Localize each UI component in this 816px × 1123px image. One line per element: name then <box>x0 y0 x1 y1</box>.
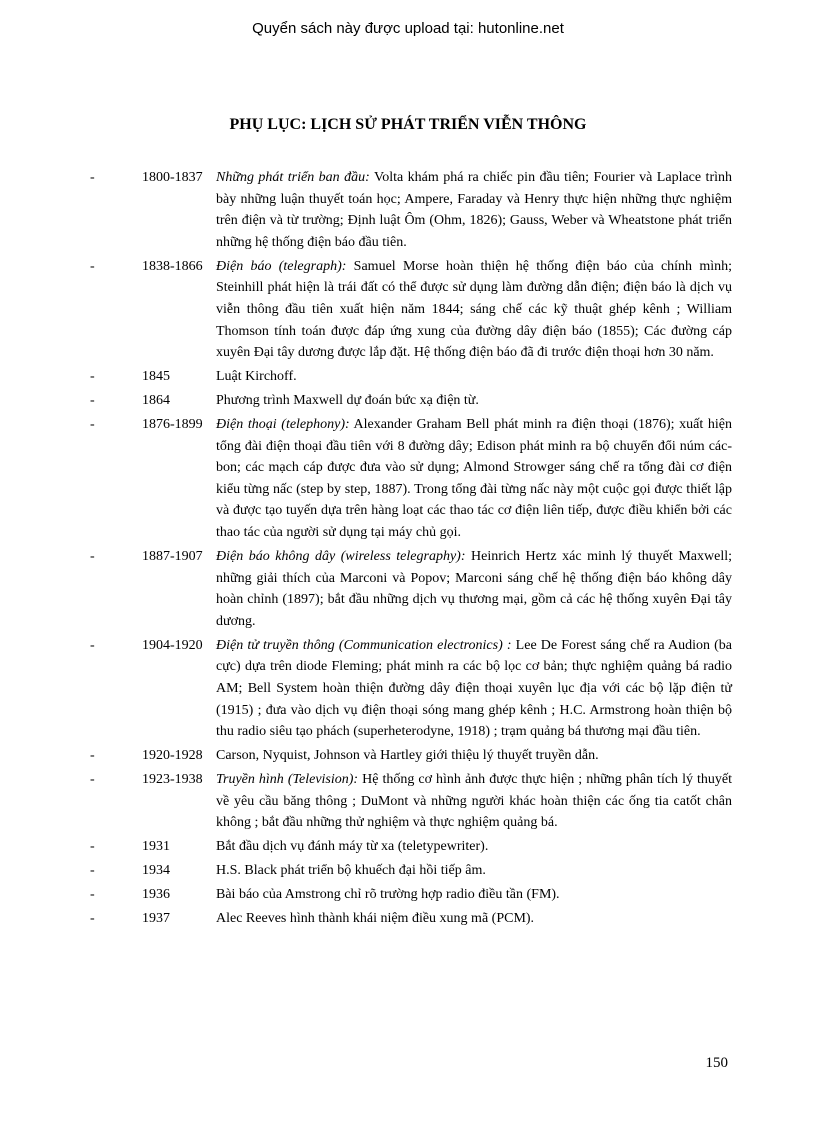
entry-body: Carson, Nyquist, Johnson và Hartley giới thiệu lý thuyết truyền dẫn. <box>216 748 599 764</box>
bullet-dash: - <box>90 258 95 274</box>
bullet-dash: - <box>90 887 95 903</box>
timeline-list <box>0 167 816 932</box>
entry-lead: Điện thoại (telephony): <box>216 417 350 433</box>
timeline-entry <box>0 635 816 743</box>
bullet-dash: - <box>90 863 95 879</box>
upload-notice: Quyển sách này được upload tại: hutonline.net <box>252 20 564 37</box>
entry-body: Heinrich Hertz xác minh lý thuyết Maxwell; những giải thích của Marconi và Popov; Marconi sáng chế hệ thống điện báo không dây hoàn chỉnh (1897); bắt đầu những dịch vụ thương mại, gồm cả các hệ thống xuyên Đại tây dương. <box>216 549 732 629</box>
entry-year: 1904-1920 <box>142 637 203 653</box>
timeline-entry <box>0 769 816 834</box>
bullet-dash: - <box>90 393 95 409</box>
entry-year: 1887-1907 <box>142 549 203 565</box>
timeline-entry <box>0 366 816 388</box>
entry-year: 1934 <box>142 863 170 879</box>
entry-text <box>216 366 732 388</box>
timeline-entry <box>0 414 816 544</box>
entry-body: H.S. Black phát triển bộ khuếch đại hồi tiếp âm. <box>216 863 486 879</box>
bullet-dash: - <box>90 911 95 927</box>
entry-year: 1936 <box>142 887 170 903</box>
entry-body: Luật Kirchoff. <box>216 369 297 385</box>
timeline-entry <box>0 908 816 930</box>
bullet-dash: - <box>90 417 95 433</box>
entry-body: Bài báo của Amstrong chỉ rõ trường hợp radio điều tần (FM). <box>216 887 560 903</box>
entry-year: 1931 <box>142 839 170 855</box>
entry-text <box>216 167 732 253</box>
bullet-dash: - <box>90 369 95 385</box>
entry-lead: Truyền hình (Television): <box>216 772 359 788</box>
entry-year: 1920-1928 <box>142 748 203 764</box>
entry-body: Lee De Forest sáng chế ra Audion (ba cực) dựa trên diode Fleming; phát minh ra các bộ lọc cơ bản; thực nghiệm quảng bá radio AM; Bell System hoàn thiện đường dây điện thoại xuyên lục địa với các bộ lặp điện tử (1915) ; đưa vào dịch vụ điện thoại sóng mang ghép kênh ; H.C. Armstrong hoàn thiện bộ thu radio siêu tạo phách (superheterodyne, 1918) ; trạm quảng bá thương mại đầu tiên. <box>216 637 733 740</box>
entry-body: Phương trình Maxwell dự đoán bức xạ điện từ. <box>216 393 479 409</box>
entry-body: Volta khám phá ra chiếc pin đầu tiên; Fourier và Laplace trình bày những luận thuyết toán học; Ampere, Faraday và Henry thực hiện những thực nghiệm trên điện và từ trường; Định luật Ôm (Ohm, 1826); Gauss, Weber và Wheatstone phát triển những hệ thống điện báo đầu tiên. <box>216 170 732 250</box>
bullet-dash: - <box>90 170 95 185</box>
entry-lead: Điện tử truyền thông (Communication electronics) : <box>216 637 512 653</box>
timeline-entry <box>0 860 816 882</box>
entry-lead: Những phát triển ban đầu: <box>216 170 370 185</box>
entry-body: Hệ thống cơ hình ảnh được thực hiện ; những phân tích lý thuyết về yêu cầu băng thông ; DuMont và những người khác hoàn thiện các ống tia catốt chân không ; bắt đầu những thử nghiệm và thực nghiệm quảng bá. <box>216 772 732 831</box>
timeline-entry <box>0 390 816 412</box>
bullet-dash: - <box>90 772 95 788</box>
entry-text <box>216 908 732 930</box>
entry-body: Samuel Morse hoàn thiện hệ thống điện báo của chính mình; Steinhill phát hiện là trái đất có thể được sử dụng làm đường dẫn điện; điện báo là dịch vụ viễn thông đầu tiên xuất hiện năm 1844; sáng chế các kỹ thuật ghép kênh ; William Thomson tính toán được đáp ứng xung của đường dây điện báo (1855); Các đường cáp xuyên Đại tây dương được lắp đặt. Hệ thống điện báo đã đi trước điện thoại hơn 30 năm. <box>216 258 733 361</box>
entry-year: 1845 <box>142 369 170 385</box>
entry-text <box>216 546 732 632</box>
entry-year: 1864 <box>142 393 170 409</box>
entry-text <box>216 414 732 544</box>
bullet-dash: - <box>90 637 95 653</box>
entry-text <box>216 256 732 364</box>
entry-year: 1876-1899 <box>142 417 203 433</box>
entry-text <box>216 745 732 767</box>
entry-lead: Điện báo (telegraph): <box>216 258 347 274</box>
timeline-entry <box>0 546 816 632</box>
entry-text <box>216 769 732 834</box>
timeline-entry <box>0 884 816 906</box>
timeline-entry <box>0 836 816 858</box>
page-number: 150 <box>705 1055 728 1071</box>
entry-body: Bắt đầu dịch vụ đánh máy từ xa (teletypewriter). <box>216 839 489 855</box>
entry-text <box>216 884 732 906</box>
timeline-entry <box>0 256 816 364</box>
bullet-dash: - <box>90 748 95 764</box>
entry-year: 1838-1866 <box>142 258 203 274</box>
entry-text <box>216 836 732 858</box>
entry-year: 1937 <box>142 911 170 927</box>
timeline-entry <box>0 745 816 767</box>
bullet-dash: - <box>90 839 95 855</box>
entry-lead: Điện báo không dây (wireless telegraphy): <box>216 549 466 565</box>
entry-year: 1800-1837 <box>142 170 203 185</box>
page-title: PHỤ LỤC: LỊCH SỬ PHÁT TRIỂN VIỄN THÔNG <box>229 116 587 133</box>
entry-body: Alexander Graham Bell phát minh ra điện thoại (1876); xuất hiện tổng đài điện thoại đầu tiên với 8 đường dây; Edison phát minh ra bộ chuyển đổi núm các-bon; các mạch cáp được đưa vào sử dụng; Almond Strowger sáng chế ra tổng đài cơ điện kiểu từng nấc (step by step, 1887). Trong tổng đài từng nấc này một cuộc gọi được thiết lập và được tạo tuyến dựa trên hàng loạt các thao tác cơ điện liên tiếp, được điều khiển bởi các thao tác của người sử dụng tại máy chủ gọi. <box>216 417 732 541</box>
entry-body: Alec Reeves hình thành khái niệm điều xung mã (PCM). <box>216 911 535 927</box>
entry-text <box>216 390 732 412</box>
timeline-entry <box>0 167 816 253</box>
entry-text <box>216 635 732 743</box>
entry-year: 1923-1938 <box>142 772 203 788</box>
bullet-dash: - <box>90 549 95 565</box>
entry-text <box>216 860 732 882</box>
